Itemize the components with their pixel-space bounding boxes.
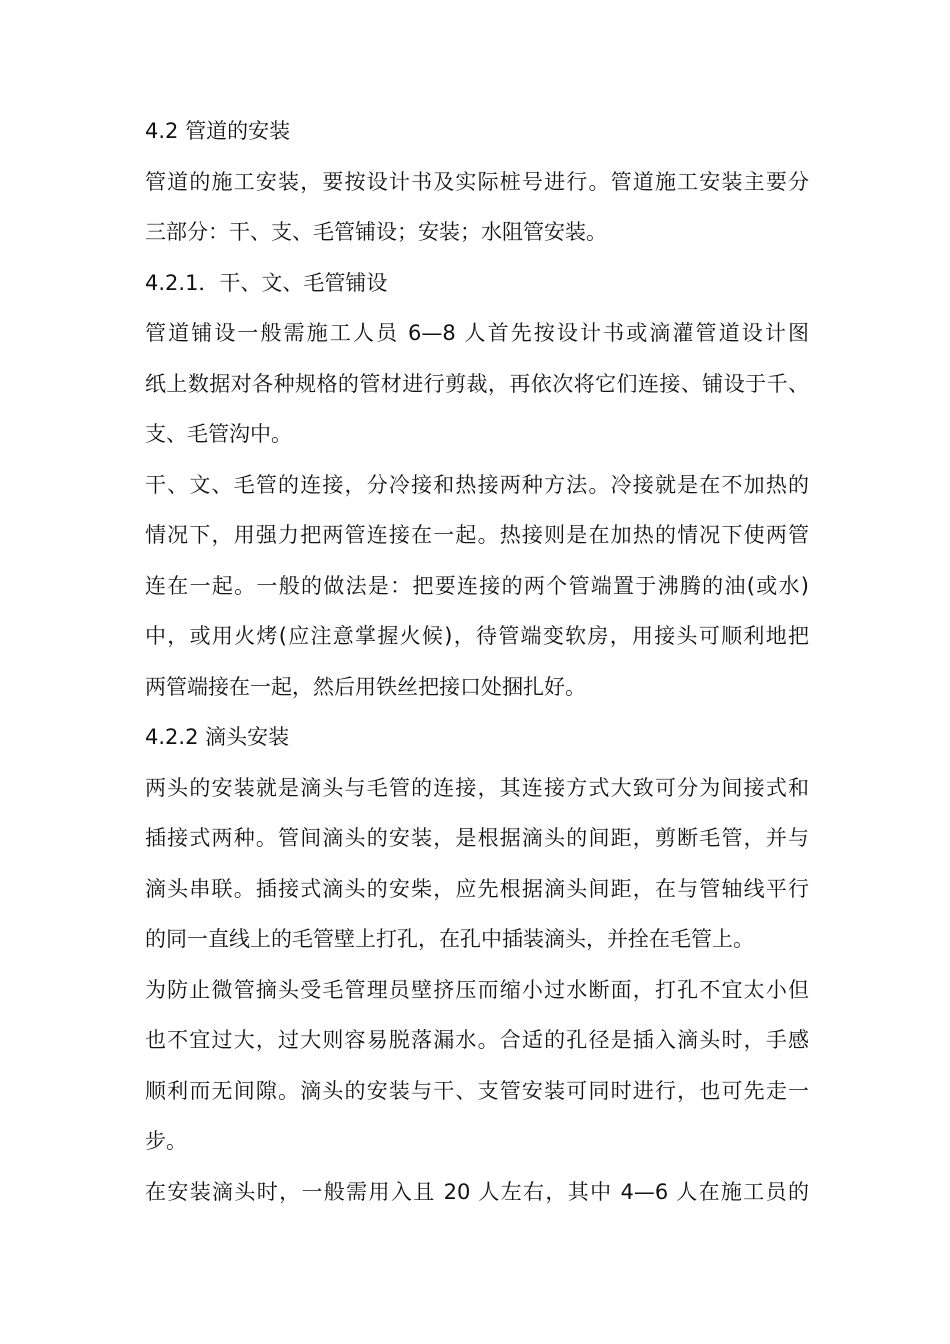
paragraph-line: 滴头串联。插接式滴头的安柴，应先根据滴头间距，在与管轴线平行 xyxy=(145,876,809,901)
paragraph-line: 三部分：干、支、毛管铺设；安装；水阻管安装。 xyxy=(145,220,607,244)
paragraph-line: 中，或用火烤(应注意掌握火候)，待管端变软房，用接头可顺利地把 xyxy=(145,624,809,648)
paragraph-line: 插接式两种。管间滴头的安装，是根据滴头的间距，剪断毛管，并与 xyxy=(145,826,809,850)
paragraph-line: 顺利而无间隙。滴头的安装与干、支管安装可同时进行，也可先走一 xyxy=(145,1078,809,1103)
paragraph-line: 两管端接在一起，然后用铁丝把接口处捆扎好。 xyxy=(145,674,586,699)
paragraph-line: 也不宜过大，过大则容易脱落漏水。合适的孔径是插入滴头时，手感 xyxy=(145,1028,809,1052)
paragraph-line: 管道的施工安装，要按设计书及实际桩号进行。管道施工安装主要分 xyxy=(145,169,809,194)
paragraph-line: 的同一直线上的毛管壁上打孔，在孔中插装滴头，并拴在毛管上。 xyxy=(145,927,754,951)
paragraph-line: 两头的安装就是滴头与毛管的连接，其连接方式大致可分为间接式和 xyxy=(145,775,809,800)
paragraph-line: 为防止微管摘头受毛管理员壁挤压而缩小过水断面，打孔不宜太小但 xyxy=(145,977,809,1002)
section-heading-4-2-2: 4.2.2 滴头安装 xyxy=(145,725,290,749)
paragraph-line: 连在一起。一般的做法是：把要连接的两个管端置于沸腾的油(或水) xyxy=(145,573,809,598)
section-heading-4-2-1: 4.2.1．干、文、毛管铺设 xyxy=(145,270,388,295)
paragraph-line: 支、毛管沟中。 xyxy=(145,422,292,446)
paragraph-line: 纸上数据对各种规格的管材进行剪裁，再依次将它们连接、铺设于千、 xyxy=(145,371,809,396)
section-heading-4-2: 4.2 管道的安装 xyxy=(145,119,291,143)
paragraph-line: 干、文、毛管的连接，分冷接和热接两种方法。冷接就是在不加热的 xyxy=(145,472,809,497)
paragraph-line: 在安装滴头时，一般需用入且 20 人左右，其中 4—6 人在施工员的 xyxy=(145,1179,809,1204)
paragraph-line: 管道铺设一般需施工人员 6—8 人首先按设计书或滴灌管道设计图 xyxy=(145,321,809,345)
paragraph-line: 步。 xyxy=(145,1129,187,1153)
paragraph-line: 情况下，用强力把两管连接在一起。热接则是在加热的情况下使两管 xyxy=(145,523,809,547)
document-page xyxy=(145,106,809,1217)
